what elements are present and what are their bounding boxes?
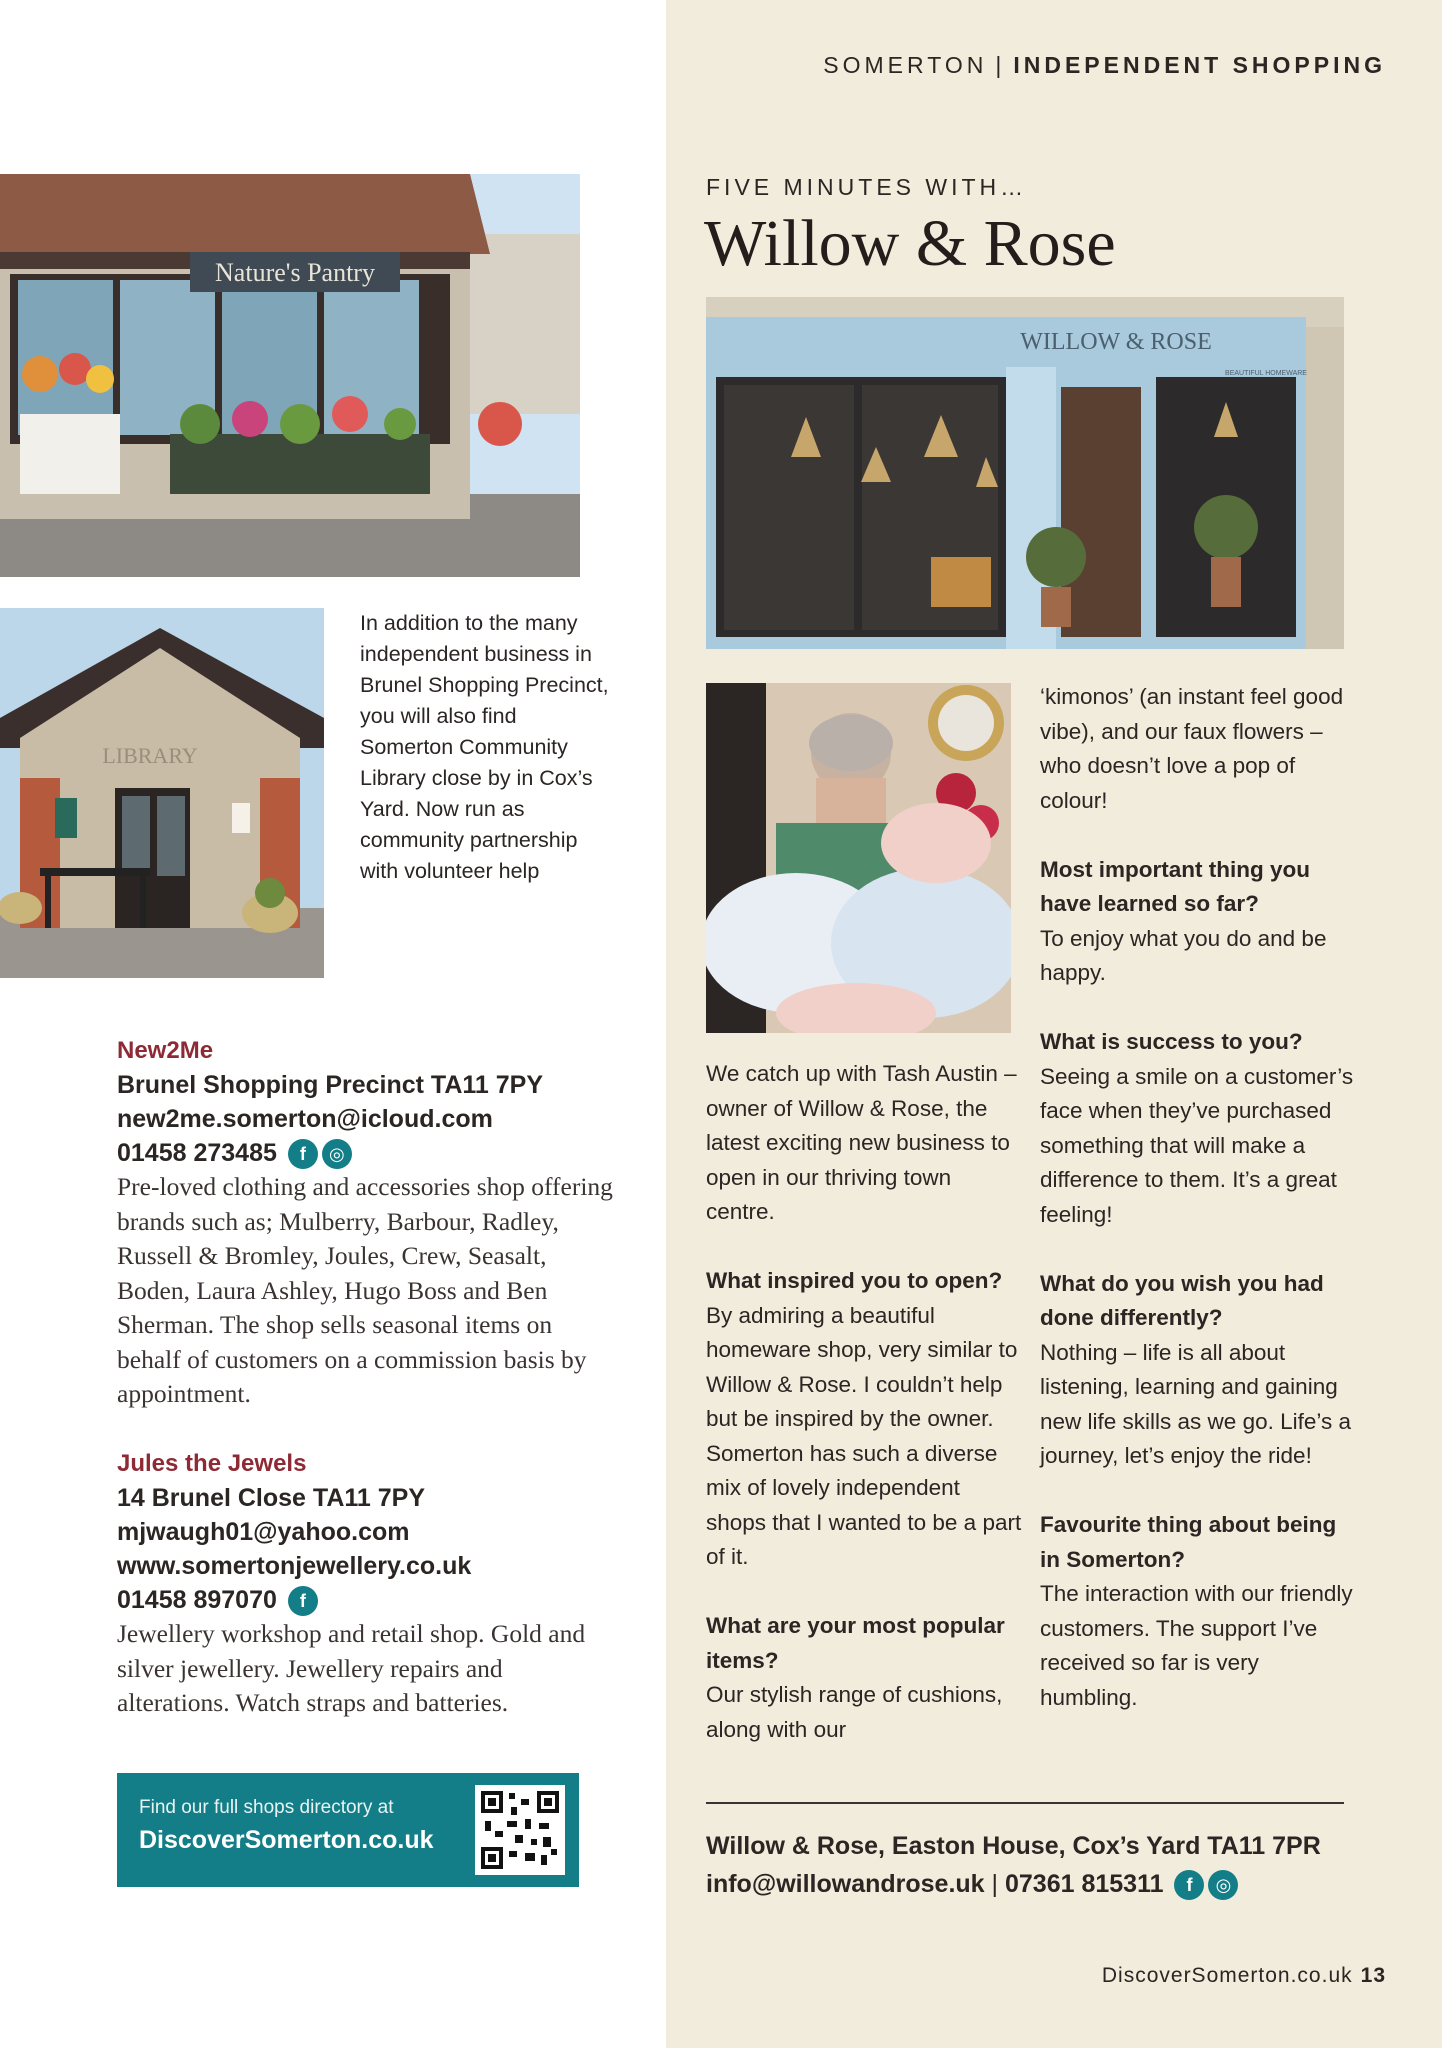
directory-cta[interactable] [117,1773,579,1887]
feature-title: Willow & Rose [704,207,1116,280]
library-photo [0,608,324,978]
feature-kicker: FIVE MINUTES WITH… [706,174,1028,200]
page-footer [1102,1964,1386,1988]
listing-new2me [117,1034,617,1412]
willow-small-sign: BEAUTIFUL HOMEWARE [1225,370,1307,377]
interview-answer: By admiring a beautiful homeware shop, very similar to Willow & Rose. I couldn’t help but be inspired by the owner. Somerton has such a diverse mix of lovely independent shops that I wanted to be a part of it. [706,1302,1022,1569]
listing-phone[interactable]: 01458 273485 [117,1139,277,1167]
willow-rose-contact [706,1827,1321,1903]
footer-site[interactable]: DiscoverSomerton.co.uk [1101,1964,1353,1987]
listing-website[interactable]: www.somertonjewellery.co.uk [117,1552,472,1580]
divider [706,1802,1344,1804]
instagram-icon[interactable]: ◎ [1208,1870,1238,1900]
listing-email[interactable]: new2me.somerton@icloud.com [117,1105,493,1133]
listing-description: Pre-loved clothing and accessories shop offering brands such as; Mulberry, Barbour, Radley, Russell & Bromley, Joules, Crew, Seasalt, Boden, Laura Ashley, Hugo Boss and Ben Sherman. The shop sells seasonal items on behalf of customers on a commission basis by appointment. [117,1172,613,1408]
natures-pantry-sign: Nature's Pantry [215,258,375,287]
interview-answer: Nothing – life is all about listening, learning and gaining new life skills as we go. Life’s a journey, let’s enjoy the ride! [1040,1339,1351,1468]
library-caption: In addition to the many independent business in Brunel Shopping Precinct, you will also find Somerton Community Library close by in Cox’s Yard. Now run as community partnership with volunteer help [360,611,609,883]
contact-email[interactable]: info@willowandrose.uk [706,1870,985,1898]
interview-question: What is success to you? [1040,1029,1303,1054]
listing-name: New2Me [117,1037,214,1064]
willow-sign: WILLOW & ROSE [1020,329,1212,355]
library-sign: LIBRARY [102,743,198,768]
interview-intro: We catch up with Tash Austin – owner of Willow & Rose, the latest exciting new business to open in our thriving town centre. [706,1061,1017,1224]
listing-jules-the-jewels [117,1447,617,1721]
listing-name: Jules the Jewels [117,1450,307,1477]
willow-rose-shopfront-photo [706,297,1344,649]
owner-portrait-photo [706,683,1011,1033]
header-divider: | [995,52,1006,78]
cta-text: Find our full shops directory at [139,1797,394,1818]
header-section: INDEPENDENT SHOPPING [1013,52,1386,78]
qr-code-icon[interactable] [475,1785,565,1875]
listing-phone[interactable]: 01458 897070 [117,1586,277,1614]
interview-question: What inspired you to open? [706,1268,1003,1293]
page-number: 13 [1360,1964,1386,1987]
listing-description: Jewellery workshop and retail shop. Gold and silver jewellery. Jewellery repairs and alterations. Watch straps and batteries. [117,1619,586,1717]
header-town: SOMERTON [823,52,988,78]
listing-address: Brunel Shopping Precinct TA11 7PY [117,1071,544,1099]
interview-answer: The interaction with our friendly customers. The support I’ve received so far is very humbling. [1040,1581,1353,1710]
cta-link[interactable]: DiscoverSomerton.co.uk [139,1826,434,1854]
instagram-icon[interactable]: ◎ [322,1139,352,1169]
section-header [823,52,1386,79]
interview-question: What do you wish you had done differently? [1040,1270,1324,1330]
interview-question: Favourite thing about being in Somerton? [1040,1512,1337,1572]
interview-question: Most important thing you have learned so far? [1040,856,1310,916]
facebook-icon[interactable]: f [288,1586,318,1616]
natures-pantry-photo [0,174,580,577]
listing-email[interactable]: mjwaugh01@yahoo.com [117,1518,410,1546]
interview-column-left [706,1057,1026,1782]
contact-separator: | [991,1870,999,1898]
contact-phone[interactable]: 07361 815311 [1004,1870,1164,1898]
interview-answer: Seeing a smile on a customer’s face when they’ve purchased something that will make a difference to them. It’s a great feeling! [1040,1063,1354,1227]
interview-answer-continued: ‘kimonos’ (an instant feel good vibe), and our faux flowers – who doesn’t love a pop of colour! [1040,684,1344,813]
interview-column-right [1040,680,1360,1750]
listing-address: 14 Brunel Close TA11 7PY [117,1484,425,1512]
interview-answer: To enjoy what you do and be happy. [1040,925,1327,985]
contact-address: Willow & Rose, Easton House, Cox’s Yard TA11 7PR [706,1832,1321,1860]
interview-question: What are your most popular items? [706,1613,1005,1673]
interview-answer: Our stylish range of cushions, along with our [706,1682,1003,1742]
facebook-icon[interactable]: f [288,1139,318,1169]
facebook-icon[interactable]: f [1174,1870,1204,1900]
